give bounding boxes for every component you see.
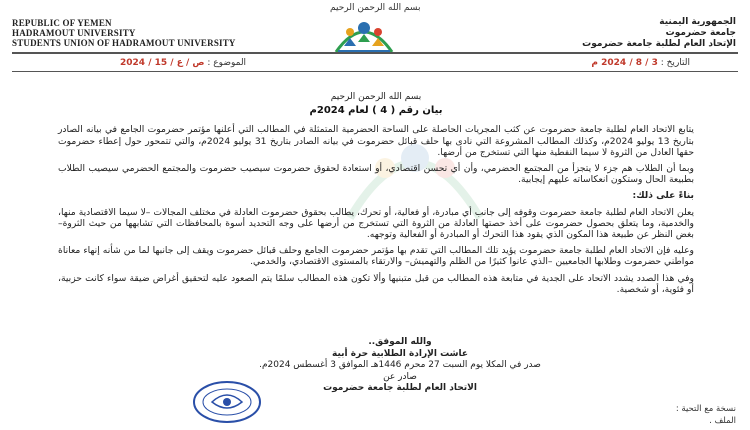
copies-label: نسخة مع التحية : xyxy=(675,404,736,414)
date-label: التاريخ : xyxy=(660,58,690,68)
copies-footer xyxy=(676,403,736,427)
reference-label: الموضوع : xyxy=(207,58,247,68)
header-english-line: STUDENTS UNION OF HADRAMOUT UNIVERSITY xyxy=(12,38,236,48)
header-arabic-line: الإتحاد العام لطلبة جامعة حضرموت xyxy=(582,39,736,49)
header-arabic-line: الجمهورية اليمنية xyxy=(659,17,736,27)
header-english xyxy=(12,18,236,48)
paragraph: وعليه فإن الاتحاد العام لطلبة جامعة حضرموت يؤيد تلك المطالب التي تقدم بها مؤتمر حضرموت الجامع وحلف قبائل حضرموت ويقف إلى جانبها لما من شأنه إنهاء معاناة مواطني حضرموت وطلابها الجامعيين –الذي عانوا كثيرًا من الظلم والتهميش– والارتقاء بالمستوى الاقتصادي، والخدمي. xyxy=(58,245,694,268)
statement-basmala: بسم الله الرحمن الرحيم xyxy=(330,92,422,102)
paragraph: يتابع الاتحاد العام لطلبة جامعة حضرموت عن كثب المجريات الحاصلة على الساحة الحضرمية المتمثلة في المطالب التي أعلنها مؤتمر حضرموت الجامع في بيانه الصادر بتاريخ 13 يوليو 2024م، وكذلك المطالب المشروعة التي نادى بها حلف قبائل حضرموت في بيانه الصادر بتاريخ 31 يوليو 2024م، والتي تتمحور حول إعطاء حضرموت حقها العادل من الثروة لا سيما النفطية منها التي تستخرج من أرضها. xyxy=(58,124,694,158)
header-english-line: HADRAMOUT UNIVERSITY xyxy=(12,28,136,38)
statement-title: بيان رقم ( 4 ) لعام 2024م xyxy=(309,105,443,117)
paragraph: وفي هذا الصدد يشدد الاتحاد على الجدية في متابعة هذه المطالب من قبل متبنيها وألا تكون هذه المطالب سلمًا يتم الصعود عليه لتحقيق أغراض ضيقة سواء كانت حزبية، أو فئوية، أو شخصية. xyxy=(58,272,694,295)
meta-divider xyxy=(12,71,738,72)
date-value: 3 / 8 / 2024 م xyxy=(591,58,658,68)
closing-line: الاتحاد العام لطلبة جامعة حضرموت xyxy=(323,383,477,393)
document-date xyxy=(591,58,690,68)
closing-line: عاشت الإرادة الطلابية حرة أبية xyxy=(332,348,468,359)
reference-value: ص / ع / 15 / 2024 xyxy=(120,58,205,68)
header-english-line: REPUBLIC OF YEMEN xyxy=(12,18,112,28)
header-basmala: بسم الله الرحمن الرحيم xyxy=(330,3,421,13)
file-label: الملف . xyxy=(709,416,736,426)
header-arabic xyxy=(582,17,736,50)
closing-line: صدر في المكلا يوم السبت 27 محرم 1446هـ الموافق 3 أغسطس 2024م. xyxy=(259,360,541,370)
reference-number xyxy=(120,58,246,68)
paragraph-lead: بناءً على ذلك: xyxy=(632,190,694,202)
paragraph: يعلن الاتحاد العام لطلبة جامعة حضرموت وقوفه إلى جانب أي مبادرة، أو فعالية، أو تحرك، يطالب بحقوق حضرموت العادلة في مختلف المجالات –لا سيما الاقتصادية منها، والخدمية، وما يتعلق بحصول حضرموت على أخذ حصتها العادلة من الثروة التي تستخرج من أرضها على وجه التحديد أسوة بالمحافظات التي تشابهها من حيث الثروة– بغض النظر عن طبيعة هذا المكون الذي يقود هذا التحرك أو المبادرة أو الفعالية وتوجهه. xyxy=(58,206,694,241)
paragraph: وبما أن الطلاب هم جزء لا يتجزأ من المجتمع الحضرمي، وأن أي تحسن اقتصادي، أو استعادة لحقوق حضرموت سيصيب حضرموت والمجتمع الحضرمي سيصيب الطلاب بطبيعة الحال وستكون انعكاساته عليهم إيجابية. xyxy=(58,163,694,186)
official-stamp xyxy=(192,380,262,424)
statement-body xyxy=(58,92,694,300)
closing-line: والله الموفق.. xyxy=(368,337,432,347)
header-divider xyxy=(12,52,738,54)
closing-line: صادر عن xyxy=(383,371,417,382)
header-arabic-line: جامعة حضرموت xyxy=(665,28,736,38)
